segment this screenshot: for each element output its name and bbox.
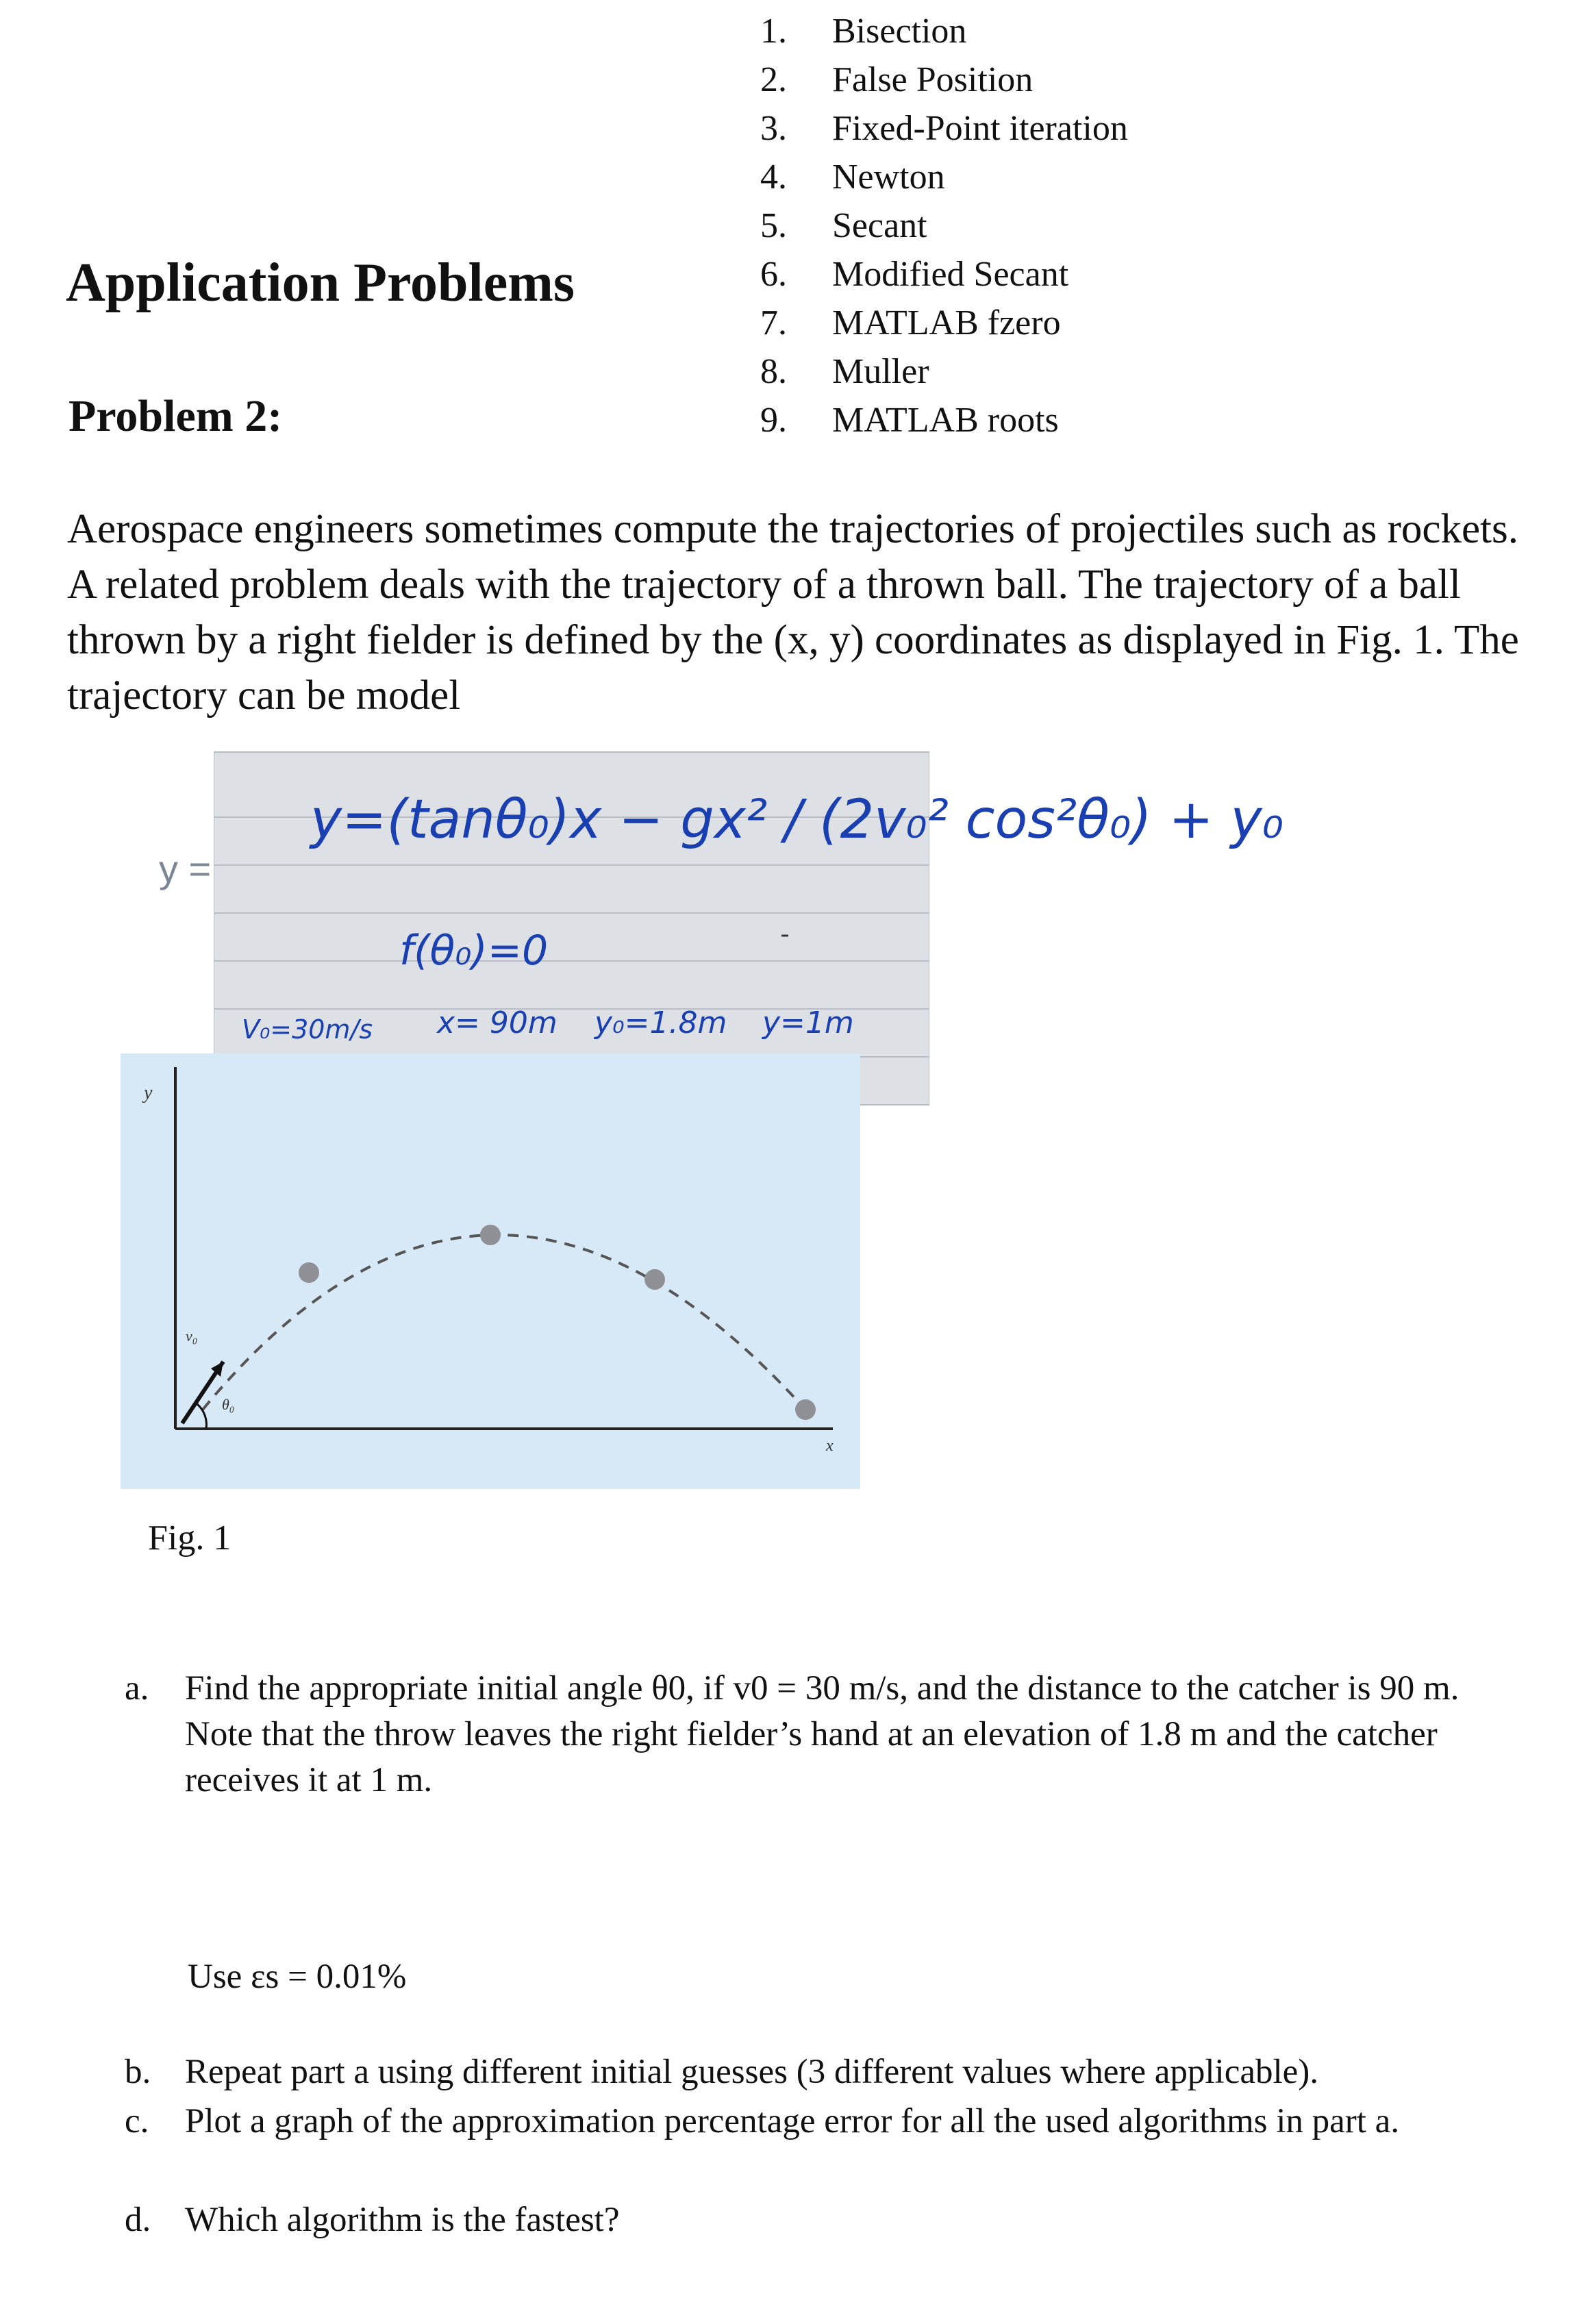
handwritten-note-drawing (214, 752, 1283, 1105)
section-title: Application Problems (66, 253, 575, 313)
list-item: 7. MATLAB fzero (760, 303, 1061, 342)
methods-list (760, 7, 1128, 445)
problem-title: Problem 2: (68, 391, 283, 441)
question-d (125, 2197, 1515, 2243)
handwritten-note (214, 751, 1283, 1105)
method-name: Modified Secant (832, 255, 1069, 294)
question-c (125, 2099, 1515, 2145)
list-item: 9. MATLAB roots (760, 401, 1059, 440)
method-name: Muller (832, 352, 929, 391)
question-text: Which algorithm is the fastest? (185, 2201, 620, 2239)
question-text: Find the appropriate initial angle θ0, if v0 = 30 m/s, and the distance to the catcher is 90 m. Note that the throw leaves the right fielder’s hand at an elevation of 1.8 m and the catcher receives it at 1 m. (185, 1669, 1460, 1799)
question-label: c. (125, 2102, 149, 2140)
model-prefix: y = (159, 847, 212, 890)
method-name: Secant (832, 206, 927, 245)
figure-caption: Fig. 1 (148, 1519, 231, 1558)
ball-marker (795, 1399, 816, 1420)
question-label: d. (125, 2201, 151, 2239)
problem-statement: Aerospace engineers sometimes compute the trajectories of projectiles such as rockets. A related problem deals with the trajectory of a thrown ball. The trajectory of a ball thrown by a right fielder is defined by the (x, y) coordinates as displayed in Fig. 1. The trajectory can be model (67, 506, 1519, 719)
method-name: Bisection (832, 12, 967, 51)
question-label: a. (125, 1669, 149, 1708)
list-item: 4. Newton (760, 158, 945, 197)
list-item: 5. Secant (760, 206, 927, 245)
list-item: 3. Fixed-Point iteration (760, 109, 1128, 148)
question-a (125, 1666, 1515, 1803)
method-name: Newton (832, 158, 945, 197)
tolerance-note: Use εs = 0.01% (188, 1958, 407, 1996)
method-name: MATLAB fzero (832, 303, 1061, 342)
ball-marker (480, 1225, 501, 1245)
method-name: False Position (832, 60, 1034, 99)
question-text: Plot a graph of the approximation percentage error for all the used algorithms in part a. (185, 2102, 1400, 2140)
question-text: Repeat part a using different initial guesses (3 different values where applicable). (185, 2053, 1319, 2091)
note-v0: V₀=30m/s (242, 1014, 373, 1045)
note-y: y=1m (762, 1005, 854, 1040)
question-label: b. (125, 2053, 151, 2091)
x-axis-label: x (826, 1437, 834, 1455)
method-name: MATLAB roots (832, 401, 1059, 440)
note-condition: f(θ₀)=0 (399, 927, 549, 975)
method-name: Fixed-Point iteration (832, 109, 1128, 148)
note-x: x= 90m (437, 1005, 558, 1040)
trajectory-figure (121, 1053, 860, 1489)
trajectory-diagram (121, 1053, 860, 1489)
v0-label: v₀ (186, 1327, 198, 1345)
note-y0: y₀=1.8m (594, 1005, 727, 1040)
list-item: 6. Modified Secant (760, 255, 1069, 294)
list-item: 2. False Position (760, 60, 1034, 99)
y-axis-label: y (144, 1082, 153, 1103)
question-b (125, 2049, 1515, 2095)
trajectory-path (203, 1235, 805, 1410)
note-formula: y=(tanθ₀)x − gx² / (2v₀² cos²θ₀) + y₀ (310, 789, 1283, 851)
list-item: 8. Muller (760, 352, 929, 391)
ball-marker (644, 1269, 665, 1290)
ball-marker (299, 1262, 319, 1283)
angle-label: θ₀ (222, 1396, 235, 1413)
list-item: 1. Bisection (760, 12, 967, 51)
